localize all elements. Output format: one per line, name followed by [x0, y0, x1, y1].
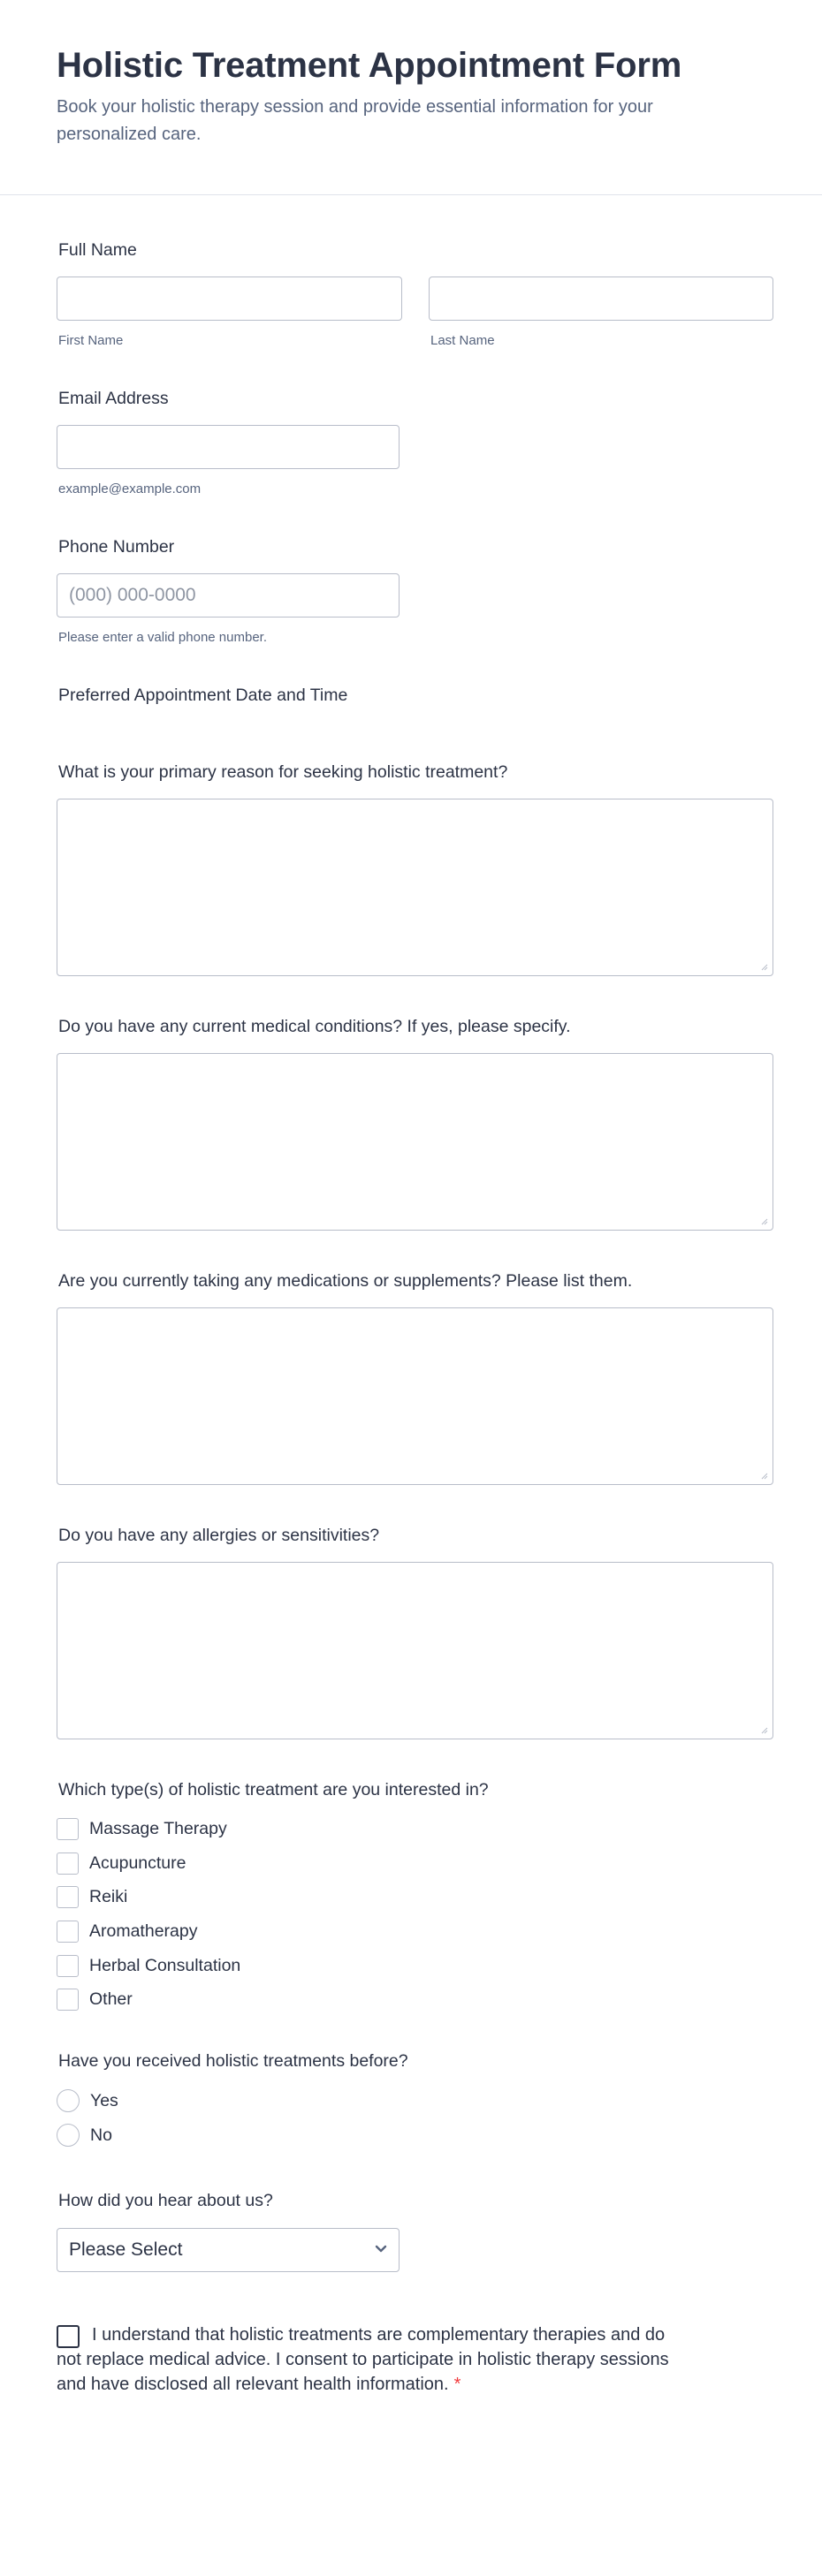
- full-name-label: Full Name: [58, 240, 137, 260]
- radio-label: No: [90, 2125, 112, 2145]
- form-title: Holistic Treatment Appointment Form: [57, 46, 682, 85]
- checkbox-massage-therapy[interactable]: [57, 1817, 410, 1840]
- medications-textarea[interactable]: [57, 1307, 773, 1485]
- radio-yes[interactable]: [57, 2089, 410, 2112]
- email-label: Email Address: [58, 389, 169, 408]
- checkbox-label: Other: [89, 1989, 133, 2009]
- appointment-label: Preferred Appointment Date and Time: [58, 686, 348, 705]
- reason-label: What is your primary reason for seeking holistic treatment?: [58, 762, 508, 782]
- radio-circle[interactable]: [57, 2089, 80, 2112]
- referral-select[interactable]: [57, 2228, 400, 2272]
- conditions-label: Do you have any current medical conditions? If yes, please specify.: [58, 1017, 571, 1036]
- checkbox-box[interactable]: [57, 1955, 79, 1977]
- checkbox-aromatherapy[interactable]: [57, 1920, 410, 1943]
- resize-grip-icon[interactable]: [759, 1471, 768, 1480]
- consent-statement: I understand that holistic treatments are complementary therapies and do not replace medical advice. I consent to participate in holistic therapy sessions and have disclosed all relevant health information.: [57, 2325, 669, 2394]
- checkbox-other[interactable]: [57, 1988, 410, 2011]
- allergies-textarea[interactable]: [57, 1562, 773, 1739]
- checkbox-box[interactable]: [57, 1818, 79, 1840]
- checkbox-label: Massage Therapy: [89, 1818, 227, 1838]
- required-asterisk: *: [453, 2375, 461, 2394]
- form-header: [0, 0, 822, 195]
- checkbox-label: Acupuncture: [89, 1852, 186, 1873]
- phone-label: Phone Number: [58, 537, 175, 557]
- reason-textarea[interactable]: [57, 799, 773, 976]
- resize-grip-icon[interactable]: [759, 1216, 768, 1225]
- allergies-label: Do you have any allergies or sensitivities?: [58, 1526, 380, 1545]
- checkbox-box[interactable]: [57, 1989, 79, 2011]
- resize-grip-icon[interactable]: [759, 962, 768, 971]
- treatment-types-label: Which type(s) of holistic treatment are you interested in?: [58, 1780, 489, 1799]
- checkbox-herbal-consultation[interactable]: [57, 1954, 410, 1977]
- first-name-sublabel: First Name: [58, 333, 124, 348]
- radio-label: Yes: [90, 2090, 118, 2110]
- previous-treatment-label: Have you received holistic treatments before?: [58, 2051, 408, 2071]
- radio-circle[interactable]: [57, 2124, 80, 2147]
- resize-grip-icon[interactable]: [759, 1725, 768, 1734]
- last-name-sublabel: Last Name: [430, 333, 495, 348]
- checkbox-label: Aromatherapy: [89, 1921, 198, 1941]
- form-subtitle: Book your holistic therapy session and provide essential information for your personalized care.: [57, 97, 653, 144]
- conditions-textarea[interactable]: [57, 1053, 773, 1231]
- checkbox-acupuncture[interactable]: [57, 1852, 410, 1875]
- radio-no[interactable]: [57, 2124, 410, 2147]
- checkbox-box[interactable]: [57, 1852, 79, 1875]
- checkbox-reiki[interactable]: [57, 1885, 410, 1908]
- email-sublabel: example@example.com: [58, 481, 202, 496]
- referral-label: How did you hear about us?: [58, 2191, 273, 2210]
- last-name-input[interactable]: [429, 277, 773, 321]
- checkbox-box[interactable]: [57, 1886, 79, 1908]
- referral-selected-value: Please Select: [69, 2239, 183, 2260]
- medications-label: Are you currently taking any medications or supplements? Please list them.: [58, 1271, 633, 1291]
- checkbox-box[interactable]: [57, 1921, 79, 1943]
- first-name-input[interactable]: [57, 277, 402, 321]
- chevron-down-icon: [374, 2244, 388, 2254]
- phone-sublabel: Please enter a valid phone number.: [58, 630, 267, 645]
- phone-input[interactable]: [57, 573, 400, 617]
- checkbox-label: Herbal Consultation: [89, 1955, 241, 1975]
- checkbox-label: Reiki: [89, 1886, 128, 1906]
- consent-text: [57, 2322, 693, 2397]
- email-input[interactable]: [57, 425, 400, 469]
